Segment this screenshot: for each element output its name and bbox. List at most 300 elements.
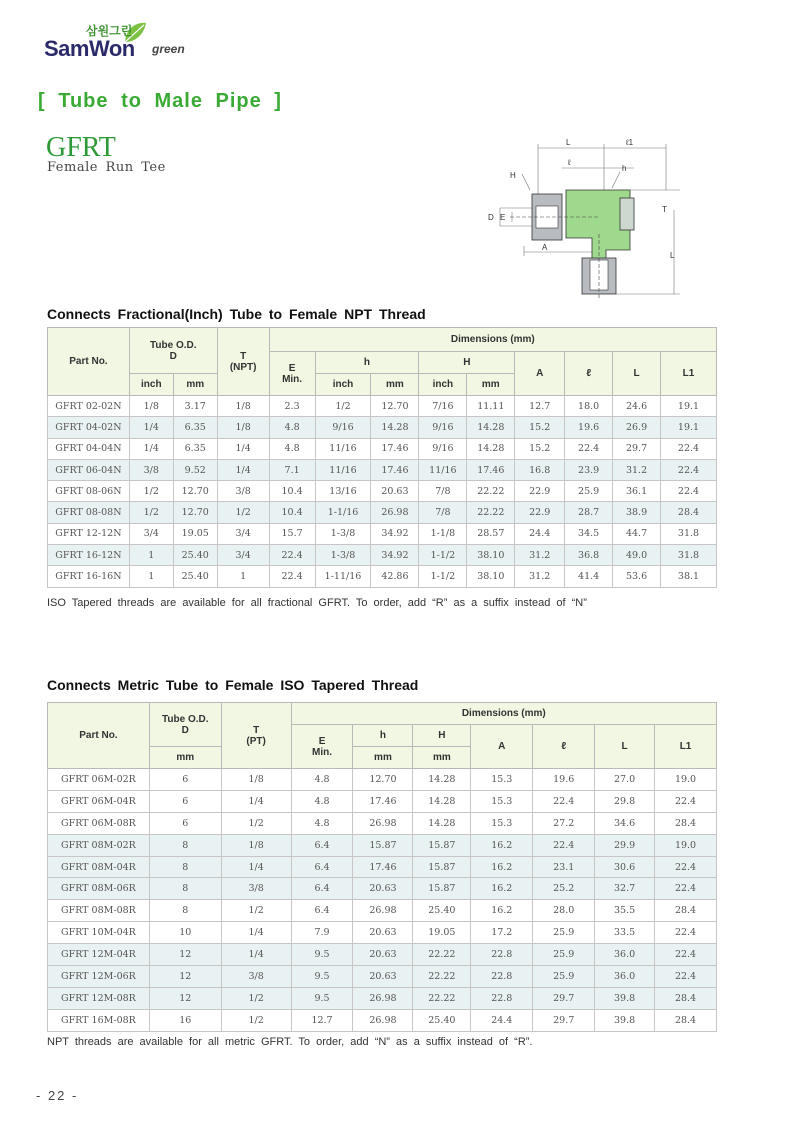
col-thread: T (PT) bbox=[221, 703, 291, 769]
table-cell: 29.7 bbox=[613, 438, 661, 459]
page-number: - 22 - bbox=[36, 1088, 79, 1103]
table-cell: 29.9 bbox=[595, 834, 655, 856]
table-cell: 26.98 bbox=[353, 1009, 413, 1031]
table-cell: 49.0 bbox=[613, 545, 661, 566]
col-e: E Min. bbox=[269, 352, 315, 396]
table-cell: 1-3/8 bbox=[315, 523, 371, 544]
table-cell: 17.46 bbox=[371, 438, 419, 459]
table-cell: 1/2 bbox=[129, 502, 173, 523]
table-cell: 19.1 bbox=[661, 417, 717, 438]
table-cell: 1 bbox=[129, 566, 173, 587]
table-cell: 26.98 bbox=[353, 812, 413, 834]
table-cell: 15.7 bbox=[269, 523, 315, 544]
table-cell: 23.9 bbox=[565, 459, 613, 480]
table-row bbox=[48, 987, 717, 1009]
table-cell: 53.6 bbox=[613, 566, 661, 587]
table-cell: 1/4 bbox=[129, 438, 173, 459]
table-cell: 10.4 bbox=[269, 502, 315, 523]
table-row bbox=[48, 812, 717, 834]
table-cell: 41.4 bbox=[565, 566, 613, 587]
table-cell: 14.28 bbox=[467, 438, 515, 459]
table-row bbox=[48, 769, 717, 791]
table1 bbox=[47, 327, 717, 588]
table-cell: 17.46 bbox=[353, 856, 413, 878]
table-cell: 1/4 bbox=[129, 417, 173, 438]
table-cell: 28.0 bbox=[533, 900, 595, 922]
table-cell: 15.2 bbox=[515, 438, 565, 459]
col-h-mm: mm bbox=[353, 747, 413, 769]
table-row bbox=[48, 790, 717, 812]
table-cell: 36.8 bbox=[565, 545, 613, 566]
table-cell: 38.9 bbox=[613, 502, 661, 523]
table-cell: 11/16 bbox=[315, 459, 371, 480]
table-cell: 13/16 bbox=[315, 481, 371, 502]
part-number-cell: GFRT 08M-08R bbox=[48, 900, 150, 922]
part-number-cell: GFRT 02-02N bbox=[48, 396, 130, 417]
part-number-cell: GFRT 10M-04R bbox=[48, 922, 150, 944]
table-cell: 31.2 bbox=[613, 459, 661, 480]
table-cell: 22.8 bbox=[471, 944, 533, 966]
table-row bbox=[48, 878, 717, 900]
table-cell: 8 bbox=[149, 834, 221, 856]
table-cell: 1/8 bbox=[217, 417, 269, 438]
table-cell: 22.4 bbox=[655, 856, 717, 878]
part-number-cell: GFRT 12M-04R bbox=[48, 944, 150, 966]
table-cell: 19.1 bbox=[661, 396, 717, 417]
table-cell: 7/8 bbox=[419, 481, 467, 502]
table-cell: 16.8 bbox=[515, 459, 565, 480]
table-row bbox=[48, 856, 717, 878]
table-cell: 22.22 bbox=[413, 987, 471, 1009]
part-number-cell: GFRT 08-08N bbox=[48, 502, 130, 523]
table-cell: 1-11/16 bbox=[315, 566, 371, 587]
table-cell: 1/4 bbox=[217, 438, 269, 459]
table-cell: 1 bbox=[129, 545, 173, 566]
table-cell: 4.8 bbox=[291, 812, 353, 834]
table-cell: 3/4 bbox=[217, 523, 269, 544]
table-cell: 39.8 bbox=[595, 987, 655, 1009]
table-cell: 28.4 bbox=[655, 987, 717, 1009]
table-cell: 7/16 bbox=[419, 396, 467, 417]
col-l: ℓ bbox=[565, 352, 613, 396]
table-cell: 1/4 bbox=[221, 944, 291, 966]
table-cell: 22.4 bbox=[661, 438, 717, 459]
table-cell: 19.0 bbox=[655, 834, 717, 856]
table1-heading: Connects Fractional(Inch) Tube to Female NPT Thread bbox=[47, 306, 426, 322]
table-cell: 22.9 bbox=[515, 502, 565, 523]
col-h-small: h bbox=[315, 352, 419, 374]
table-cell: 29.8 bbox=[595, 790, 655, 812]
table-cell: 28.7 bbox=[565, 502, 613, 523]
table-cell: 6.35 bbox=[173, 417, 217, 438]
col-tube-od: Tube O.D. D bbox=[129, 328, 217, 374]
table-row bbox=[48, 922, 717, 944]
table-cell: 35.5 bbox=[595, 900, 655, 922]
table-cell: 3.17 bbox=[173, 396, 217, 417]
table-cell: 1/8 bbox=[221, 834, 291, 856]
table-cell: 12 bbox=[149, 944, 221, 966]
table-cell: 1/2 bbox=[221, 900, 291, 922]
table-cell: 19.6 bbox=[565, 417, 613, 438]
table-cell: 24.4 bbox=[515, 523, 565, 544]
table-cell: 12.70 bbox=[173, 502, 217, 523]
col-H-mm: mm bbox=[467, 374, 515, 396]
part-number-cell: GFRT 16-12N bbox=[48, 545, 130, 566]
table-cell: 20.63 bbox=[371, 481, 419, 502]
dim-label-l1: ℓ1 bbox=[626, 138, 634, 147]
table-cell: 25.9 bbox=[533, 944, 595, 966]
table-cell: 9.52 bbox=[173, 459, 217, 480]
table-cell: 1/2 bbox=[315, 396, 371, 417]
table-cell: 22.22 bbox=[413, 944, 471, 966]
table-cell: 4.8 bbox=[269, 438, 315, 459]
col-H-inch: inch bbox=[419, 374, 467, 396]
table2 bbox=[47, 702, 717, 1032]
table-cell: 3/4 bbox=[217, 545, 269, 566]
table-cell: 25.40 bbox=[173, 545, 217, 566]
table-cell: 4.8 bbox=[291, 790, 353, 812]
col-dimensions: Dimensions (mm) bbox=[269, 328, 716, 352]
col-a: A bbox=[515, 352, 565, 396]
col-H-mm: mm bbox=[413, 747, 471, 769]
table-cell: 25.40 bbox=[413, 900, 471, 922]
table-cell: 22.4 bbox=[655, 790, 717, 812]
table-cell: 16.2 bbox=[471, 878, 533, 900]
table-cell: 15.3 bbox=[471, 790, 533, 812]
part-number-cell: GFRT 06M-02R bbox=[48, 769, 150, 791]
table-cell: 4.8 bbox=[269, 417, 315, 438]
table-cell: 6.4 bbox=[291, 856, 353, 878]
table-cell: 9.5 bbox=[291, 944, 353, 966]
table-cell: 6.4 bbox=[291, 900, 353, 922]
table-cell: 25.40 bbox=[413, 1009, 471, 1031]
table-cell: 19.05 bbox=[413, 922, 471, 944]
table-cell: 28.4 bbox=[655, 900, 717, 922]
col-l: ℓ bbox=[533, 725, 595, 769]
col-tube-mm: mm bbox=[173, 374, 217, 396]
col-part-no: Part No. bbox=[48, 328, 130, 396]
product-code: GFRT bbox=[46, 132, 116, 163]
part-number-cell: GFRT 04-04N bbox=[48, 438, 130, 459]
part-number-cell: GFRT 04-02N bbox=[48, 417, 130, 438]
table-cell: 1/2 bbox=[221, 1009, 291, 1031]
table-cell: 14.28 bbox=[413, 769, 471, 791]
col-l1: L1 bbox=[661, 352, 717, 396]
table-cell: 3/8 bbox=[221, 878, 291, 900]
table2-body bbox=[48, 769, 717, 1032]
dim-label-L-vertical: L bbox=[670, 251, 675, 260]
table-row bbox=[48, 523, 717, 544]
dim-label-D: D bbox=[488, 213, 494, 222]
table-cell: 1-1/2 bbox=[419, 566, 467, 587]
part-number-cell: GFRT 12M-08R bbox=[48, 987, 150, 1009]
table-row bbox=[48, 396, 717, 417]
table-row bbox=[48, 417, 717, 438]
table-cell: 15.3 bbox=[471, 812, 533, 834]
table-cell: 24.6 bbox=[613, 396, 661, 417]
table-cell: 14.28 bbox=[371, 417, 419, 438]
company-logo bbox=[44, 20, 184, 72]
table-cell: 19.0 bbox=[655, 769, 717, 791]
table-cell: 27.2 bbox=[533, 812, 595, 834]
product-name: Female Run Tee bbox=[47, 160, 166, 175]
table-cell: 1/4 bbox=[221, 790, 291, 812]
table-cell: 25.9 bbox=[533, 922, 595, 944]
col-l1: L1 bbox=[655, 725, 717, 769]
table-row bbox=[48, 966, 717, 988]
table-cell: 16.2 bbox=[471, 900, 533, 922]
table-cell: 12 bbox=[149, 987, 221, 1009]
table-cell: 20.63 bbox=[353, 878, 413, 900]
col-L: L bbox=[595, 725, 655, 769]
table-cell: 26.98 bbox=[371, 502, 419, 523]
table-cell: 1/8 bbox=[221, 769, 291, 791]
table-cell: 1/2 bbox=[221, 812, 291, 834]
table-cell: 1-1/2 bbox=[419, 545, 467, 566]
table-cell: 1-1/16 bbox=[315, 502, 371, 523]
table-cell: 9.5 bbox=[291, 966, 353, 988]
table-cell: 31.8 bbox=[661, 545, 717, 566]
table-cell: 39.8 bbox=[595, 1009, 655, 1031]
table-cell: 1-1/8 bbox=[419, 523, 467, 544]
table1-note: ISO Tapered threads are available for all fractional GFRT. To order, add “R” as a suffix instead of “N” bbox=[47, 597, 587, 609]
table-cell: 6.35 bbox=[173, 438, 217, 459]
table-cell: 1/4 bbox=[221, 856, 291, 878]
table1-body bbox=[48, 396, 717, 588]
table-cell: 22.4 bbox=[655, 966, 717, 988]
table-cell: 7/8 bbox=[419, 502, 467, 523]
table-cell: 1 bbox=[217, 566, 269, 587]
table-cell: 12 bbox=[149, 966, 221, 988]
dim-label-E: E bbox=[500, 213, 506, 222]
table-cell: 15.2 bbox=[515, 417, 565, 438]
col-h-small: h bbox=[353, 725, 413, 747]
table-cell: 12.70 bbox=[173, 481, 217, 502]
table-cell: 17.46 bbox=[371, 459, 419, 480]
table-cell: 17.2 bbox=[471, 922, 533, 944]
col-tube-inch: inch bbox=[129, 374, 173, 396]
col-h-large: H bbox=[419, 352, 515, 374]
table-cell: 14.28 bbox=[413, 790, 471, 812]
table-row bbox=[48, 438, 717, 459]
dim-label-A: A bbox=[542, 243, 548, 252]
part-number-cell: GFRT 06-04N bbox=[48, 459, 130, 480]
table-cell: 28.4 bbox=[655, 812, 717, 834]
col-dimensions: Dimensions (mm) bbox=[291, 703, 716, 725]
table-cell: 22.22 bbox=[413, 966, 471, 988]
table-cell: 15.87 bbox=[353, 834, 413, 856]
table-cell: 29.7 bbox=[533, 987, 595, 1009]
table-cell: 3/8 bbox=[129, 459, 173, 480]
table-cell: 22.22 bbox=[467, 502, 515, 523]
dim-label-l: ℓ bbox=[568, 158, 571, 167]
table-cell: 28.4 bbox=[661, 502, 717, 523]
part-number-cell: GFRT 06M-04R bbox=[48, 790, 150, 812]
table-cell: 15.87 bbox=[413, 834, 471, 856]
col-part-no: Part No. bbox=[48, 703, 150, 769]
table-cell: 22.8 bbox=[471, 987, 533, 1009]
logo-suffix: green bbox=[152, 42, 185, 56]
table-cell: 36.0 bbox=[595, 944, 655, 966]
table-cell: 12.70 bbox=[371, 396, 419, 417]
table-cell: 22.4 bbox=[655, 944, 717, 966]
table-cell: 9/16 bbox=[419, 417, 467, 438]
table-cell: 44.7 bbox=[613, 523, 661, 544]
table-cell: 1-3/8 bbox=[315, 545, 371, 566]
table-cell: 26.9 bbox=[613, 417, 661, 438]
table-cell: 9/16 bbox=[419, 438, 467, 459]
table-cell: 12.70 bbox=[353, 769, 413, 791]
dim-label-h: h bbox=[622, 164, 627, 173]
table-cell: 30.6 bbox=[595, 856, 655, 878]
part-number-cell: GFRT 12M-06R bbox=[48, 966, 150, 988]
table-cell: 31.8 bbox=[661, 523, 717, 544]
table-cell: 19.05 bbox=[173, 523, 217, 544]
table-cell: 3/4 bbox=[129, 523, 173, 544]
table-cell: 20.63 bbox=[353, 944, 413, 966]
table-cell: 15.87 bbox=[413, 878, 471, 900]
table-cell: 14.28 bbox=[413, 812, 471, 834]
table-cell: 22.9 bbox=[515, 481, 565, 502]
table-cell: 16 bbox=[149, 1009, 221, 1031]
table-cell: 17.46 bbox=[353, 790, 413, 812]
logo-korean-text: 삼원그린 bbox=[86, 24, 133, 38]
table-row bbox=[48, 1009, 717, 1031]
table-cell: 1/2 bbox=[221, 987, 291, 1009]
table-cell: 29.7 bbox=[533, 1009, 595, 1031]
table-cell: 16.2 bbox=[471, 856, 533, 878]
table-cell: 10 bbox=[149, 922, 221, 944]
part-number-cell: GFRT 16-16N bbox=[48, 566, 130, 587]
table-cell: 4.8 bbox=[291, 769, 353, 791]
table-cell: 28.4 bbox=[655, 1009, 717, 1031]
table-cell: 12.7 bbox=[515, 396, 565, 417]
table-cell: 25.40 bbox=[173, 566, 217, 587]
dim-label-H: H bbox=[510, 171, 516, 180]
table-cell: 17.46 bbox=[467, 459, 515, 480]
table-cell: 1/4 bbox=[221, 922, 291, 944]
table-row bbox=[48, 566, 717, 587]
table-cell: 28.57 bbox=[467, 523, 515, 544]
part-number-cell: GFRT 08M-06R bbox=[48, 878, 150, 900]
table-cell: 32.7 bbox=[595, 878, 655, 900]
table-cell: 38.1 bbox=[661, 566, 717, 587]
table-cell: 6 bbox=[149, 790, 221, 812]
table-cell: 33.5 bbox=[595, 922, 655, 944]
table-cell: 22.4 bbox=[565, 438, 613, 459]
table-cell: 8 bbox=[149, 878, 221, 900]
table-cell: 25.2 bbox=[533, 878, 595, 900]
col-thread: T (NPT) bbox=[217, 328, 269, 396]
dim-label-T: T bbox=[662, 205, 667, 214]
table-cell: 36.1 bbox=[613, 481, 661, 502]
part-number-cell: GFRT 08M-04R bbox=[48, 856, 150, 878]
table-cell: 34.6 bbox=[595, 812, 655, 834]
table-row bbox=[48, 900, 717, 922]
table-cell: 3/8 bbox=[221, 966, 291, 988]
table-cell: 22.4 bbox=[533, 790, 595, 812]
table-cell: 26.98 bbox=[353, 987, 413, 1009]
section-title: [ Tube to Male Pipe ] bbox=[38, 90, 282, 112]
table-cell: 6 bbox=[149, 812, 221, 834]
fitting-diagram bbox=[470, 134, 700, 302]
part-number-cell: GFRT 06M-08R bbox=[48, 812, 150, 834]
table-cell: 22.8 bbox=[471, 966, 533, 988]
table-cell: 22.4 bbox=[269, 566, 315, 587]
table-cell: 23.1 bbox=[533, 856, 595, 878]
table-cell: 20.63 bbox=[353, 922, 413, 944]
table-cell: 22.4 bbox=[655, 878, 717, 900]
table-cell: 15.87 bbox=[413, 856, 471, 878]
table-cell: 24.4 bbox=[471, 1009, 533, 1031]
table-cell: 22.22 bbox=[467, 481, 515, 502]
table-row bbox=[48, 944, 717, 966]
table-cell: 1/2 bbox=[129, 481, 173, 502]
table-cell: 6 bbox=[149, 769, 221, 791]
table-cell: 36.0 bbox=[595, 966, 655, 988]
table-cell: 11/16 bbox=[419, 459, 467, 480]
table-cell: 9.5 bbox=[291, 987, 353, 1009]
table-cell: 9/16 bbox=[315, 417, 371, 438]
table-cell: 16.2 bbox=[471, 834, 533, 856]
col-tube-mm: mm bbox=[149, 747, 221, 769]
part-number-cell: GFRT 12-12N bbox=[48, 523, 130, 544]
table-cell: 2.3 bbox=[269, 396, 315, 417]
table-cell: 6.4 bbox=[291, 878, 353, 900]
table-cell: 8 bbox=[149, 900, 221, 922]
table-cell: 10.4 bbox=[269, 481, 315, 502]
table-cell: 1/4 bbox=[217, 459, 269, 480]
col-h-large: H bbox=[413, 725, 471, 747]
table-cell: 1/8 bbox=[217, 396, 269, 417]
table-cell: 8 bbox=[149, 856, 221, 878]
table-cell: 22.4 bbox=[655, 922, 717, 944]
table-row bbox=[48, 481, 717, 502]
part-number-cell: GFRT 16M-08R bbox=[48, 1009, 150, 1031]
table-cell: 19.6 bbox=[533, 769, 595, 791]
table-row bbox=[48, 545, 717, 566]
col-a: A bbox=[471, 725, 533, 769]
table-cell: 25.9 bbox=[533, 966, 595, 988]
part-number-cell: GFRT 08-06N bbox=[48, 481, 130, 502]
table-cell: 20.63 bbox=[353, 966, 413, 988]
table-cell: 6.4 bbox=[291, 834, 353, 856]
table-cell: 38.10 bbox=[467, 545, 515, 566]
table-cell: 11/16 bbox=[315, 438, 371, 459]
col-h-inch: inch bbox=[315, 374, 371, 396]
dim-label-L: L bbox=[566, 138, 571, 147]
table-cell: 11.11 bbox=[467, 396, 515, 417]
table-cell: 27.0 bbox=[595, 769, 655, 791]
table-cell: 22.4 bbox=[661, 459, 717, 480]
table-cell: 14.28 bbox=[467, 417, 515, 438]
part-number-cell: GFRT 08M-02R bbox=[48, 834, 150, 856]
col-tube-od: Tube O.D. D bbox=[149, 703, 221, 747]
table-cell: 7.1 bbox=[269, 459, 315, 480]
table-cell: 15.3 bbox=[471, 769, 533, 791]
col-L: L bbox=[613, 352, 661, 396]
table-cell: 26.98 bbox=[353, 900, 413, 922]
table-cell: 7.9 bbox=[291, 922, 353, 944]
table-cell: 31.2 bbox=[515, 545, 565, 566]
table-cell: 31.2 bbox=[515, 566, 565, 587]
table-row bbox=[48, 834, 717, 856]
table-cell: 18.0 bbox=[565, 396, 613, 417]
col-h-mm: mm bbox=[371, 374, 419, 396]
table-cell: 1/8 bbox=[129, 396, 173, 417]
table-cell: 34.92 bbox=[371, 523, 419, 544]
logo-wordmark: SamWon bbox=[44, 36, 135, 61]
